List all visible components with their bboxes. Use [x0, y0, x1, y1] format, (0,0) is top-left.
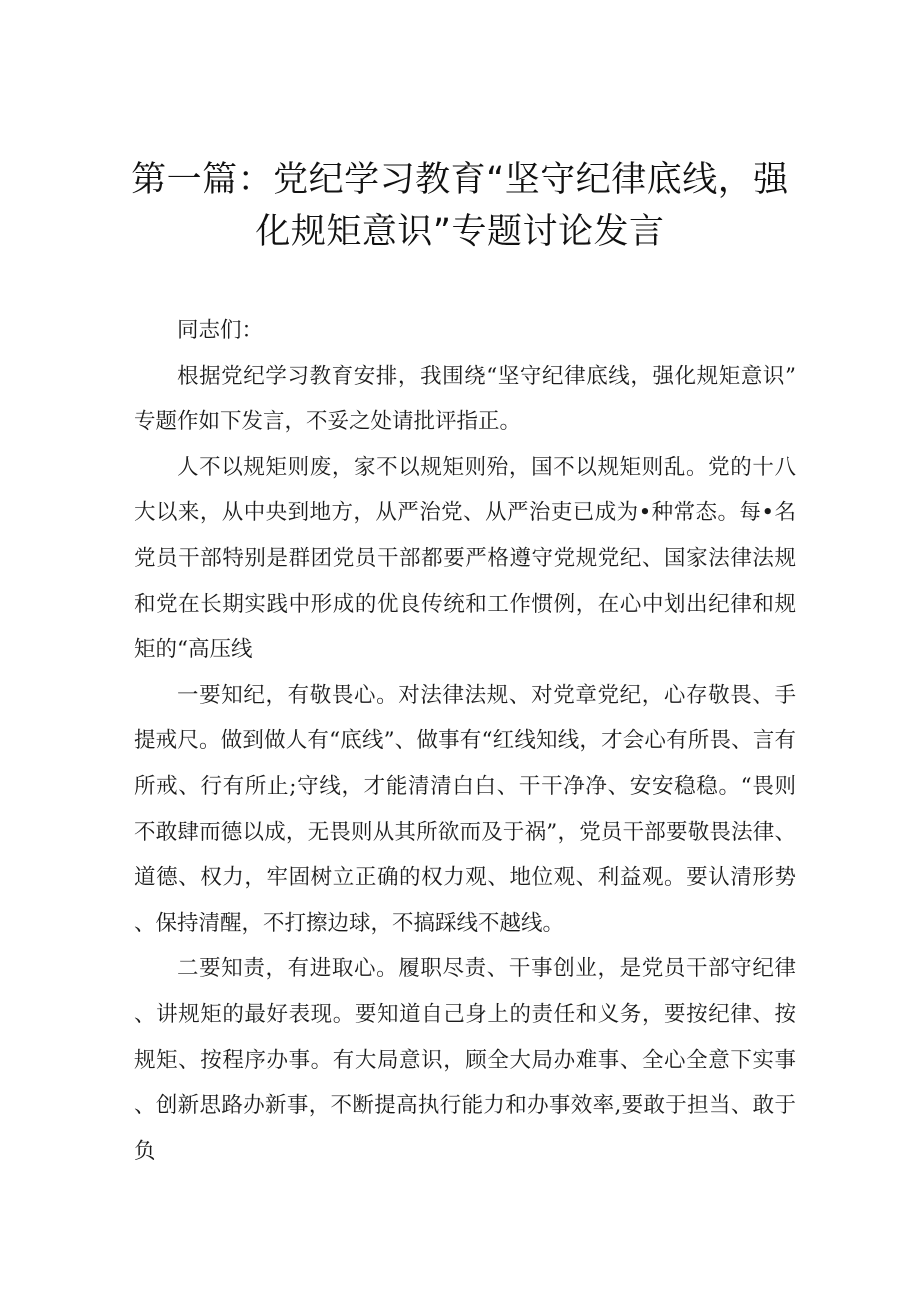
document-title-line-1: 第一篇：党纪学习教育“坚守纪律底线，强 [131, 160, 789, 200]
paragraph-know-responsibility: 二要知责，有进取心。履职尽责、干事创业，是党员干部守纪律、讲规矩的最好表现。要知道自己身上的责任和义务，要按纪律、按规矩、按程序办事。有大局意识，顾全大局办难事、全心全意下实事、创新思路办新事，不断提高执行能力和办事效率,要敢于担当、敢于负 [134, 956, 796, 1164]
paragraph-know-discipline: 一要知纪，有敬畏心。对法律法规、对党章党纪，心存敬畏、手提戒尺。做到做人有“底线”、做事有“红线知线，才会心有所畏、言有所戒、行有所止;守线，才能清清白白、干干净净、安安稳稳。“畏则不敢肆而德以成，无畏则从其所欲而及于祸”，党员干部要敬畏法律、道德、权力，牢固树立正确的权力观、地位观、利益观。要认清形势、保持清醒，不打擦边球，不搞踩线不越线。 [134, 682, 796, 936]
document-body [134, 308, 796, 1174]
salutation: 同志们： [177, 318, 264, 343]
paragraph-intro: 根据党纪学习教育安排，我围绕“坚守纪律底线，强化规矩意识”专题作如下发言，不妥之处请批评指正。 [134, 363, 796, 435]
document-title [120, 154, 800, 258]
document-title-line-2: 化规矩意识”专题讨论发言 [255, 212, 665, 252]
paragraph-rules: 人不以规矩则废，家不以规矩则殆，国不以规矩则乱。党的十八大以来，从中央到地方，从严治党、从严治吏已成为•种常态。每•名党员干部特别是群团党员干部都要严格遵守党规党纪、国家法律法规和党在长期实践中形成的优良传统和工作惯例，在心中划出纪律和规矩的“高压线 [134, 454, 796, 663]
